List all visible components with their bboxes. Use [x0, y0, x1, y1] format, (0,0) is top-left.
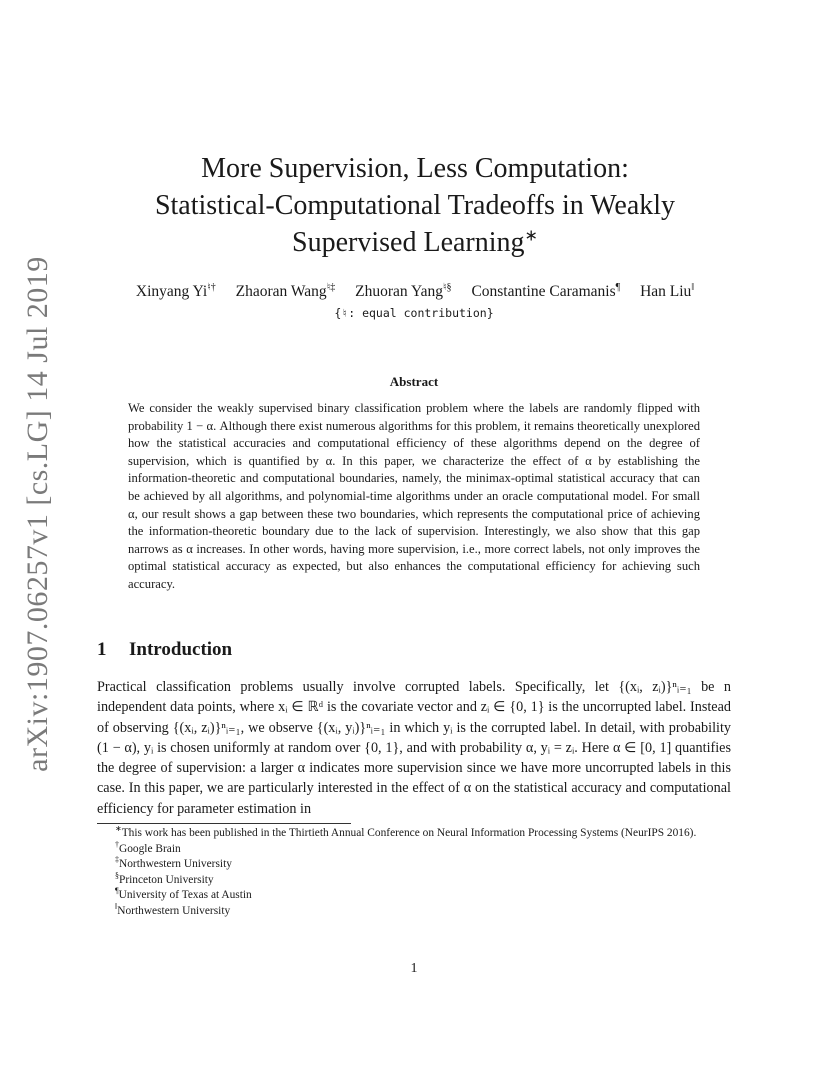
footnote-text: Princeton University	[119, 873, 214, 886]
title-footnote-mark: ∗	[524, 227, 538, 245]
author	[236, 283, 336, 301]
footnote	[97, 857, 731, 873]
author-list	[95, 283, 735, 301]
footnote-text: Google Brain	[119, 842, 181, 855]
footnotes	[97, 826, 731, 920]
arxiv-stamp: arXiv:1907.06257v1 [cs.LG] 14 Jul 2019	[21, 256, 54, 772]
author-affiliation-marks: ♮§	[442, 281, 452, 293]
section-title: Introduction	[129, 639, 233, 660]
footnote-mark: ¶	[115, 886, 119, 896]
author-affiliation-marks: ¶	[615, 281, 621, 293]
author	[471, 283, 620, 301]
footnote	[97, 904, 731, 920]
author-affiliation-marks: ♮†	[207, 281, 216, 293]
footnote	[97, 870, 731, 889]
footnote-mark: ∗	[115, 824, 122, 834]
author-name: Zhuoran Yang	[355, 283, 443, 300]
footnote-mark: ‡	[115, 855, 119, 865]
author	[355, 283, 451, 301]
footnote-mark: ‖	[115, 902, 118, 912]
introduction-paragraph: Practical classification problems usually involve corrupted labels. Specifically, let {(xᵢ, zᵢ)}ⁿᵢ₌₁ be n independent data points, where xᵢ ∈ ℝᵈ is the covariate vector and zᵢ ∈ {0, 1} is the uncorrupted label. Instead of observing {(xᵢ, zᵢ)}ⁿᵢ₌₁, we observe {(xᵢ, yᵢ)}ⁿᵢ₌₁ in which yᵢ is the corrupted label. In detail, with probability (1 − α), yᵢ is chosen uniformly at random over {0, 1}, and with probability α, yᵢ = zᵢ. Here α ∈ [0, 1] quantifies the degree of supervision: a larger α indicates more supervision since we have more uncorrupted labels in this case. In this paper, we are particularly interested in the effect of α on the statistical accuracy and computational efficiency for parameter estimation in	[97, 679, 731, 817]
footnote-rule	[97, 823, 351, 824]
section-heading	[97, 639, 232, 661]
author-name: Han Liu	[640, 283, 692, 300]
author-affiliation-marks: ♮‡	[326, 281, 336, 293]
footnote	[97, 839, 731, 858]
author-name: Zhaoran Wang	[235, 283, 327, 300]
title-line-1: More Supervision, Less Computation:	[201, 153, 629, 184]
author-name: Xinyang Yi	[135, 283, 208, 300]
abstract-heading: Abstract	[389, 374, 439, 389]
author	[640, 283, 694, 301]
footnote	[97, 888, 731, 904]
title-line-2: Statistical-Computational Tradeoffs in Weakly	[154, 190, 676, 221]
footnote	[97, 826, 731, 842]
title-line-3	[110, 224, 720, 261]
title-line-3-text: Supervised Learning	[292, 227, 525, 258]
author-affiliation-marks: ‖	[691, 281, 695, 293]
footnote-mark: §	[115, 870, 119, 880]
page-number: 1	[410, 961, 418, 976]
author-name: Constantine Caramanis	[471, 283, 616, 300]
footnote-mark: †	[115, 839, 119, 849]
author	[136, 283, 216, 301]
abstract-text: We consider the weakly supervised binary classification problem where the labels are randomly flipped with probability 1 − α. Although there exist numerous algorithms for this problem, it remains theoretically unexplored how the statistical accuracies and computational efficiency of these algorithms depend on the degree of supervision, which is quantified by α. In this paper, we characterize the effect of α by establishing the information-theoretic and computational boundaries, namely, the minimax-optimal statistical accuracy that can be achieved by all algorithms, and polynomial-time algorithms under an oracle computational model. For small α, our result shows a gap between these two boundaries, which represents the computational price of achieving the information-theoretic boundary due to the lack of supervision. Interestingly, we also show that this gap narrows as α increases. In other words, having more supervision, i.e., more correct labels, not only improves the optimal statistical accuracy as expected, but also enhances the computational efficiency for achieving such accuracy.	[128, 401, 700, 591]
equal-contribution-note: {♮: equal contribution}	[334, 306, 494, 320]
paper-title	[110, 150, 720, 261]
footnote-text: This work has been published in the Thirtieth Annual Conference on Neural Information Processing Systems (NeurIPS 2016).	[121, 827, 697, 839]
section-number: 1	[97, 639, 107, 660]
footnote-text: Northwestern University	[119, 858, 232, 871]
footnote-text: University of Texas at Austin	[118, 889, 252, 902]
footnote-text: Northwestern University	[117, 904, 231, 917]
